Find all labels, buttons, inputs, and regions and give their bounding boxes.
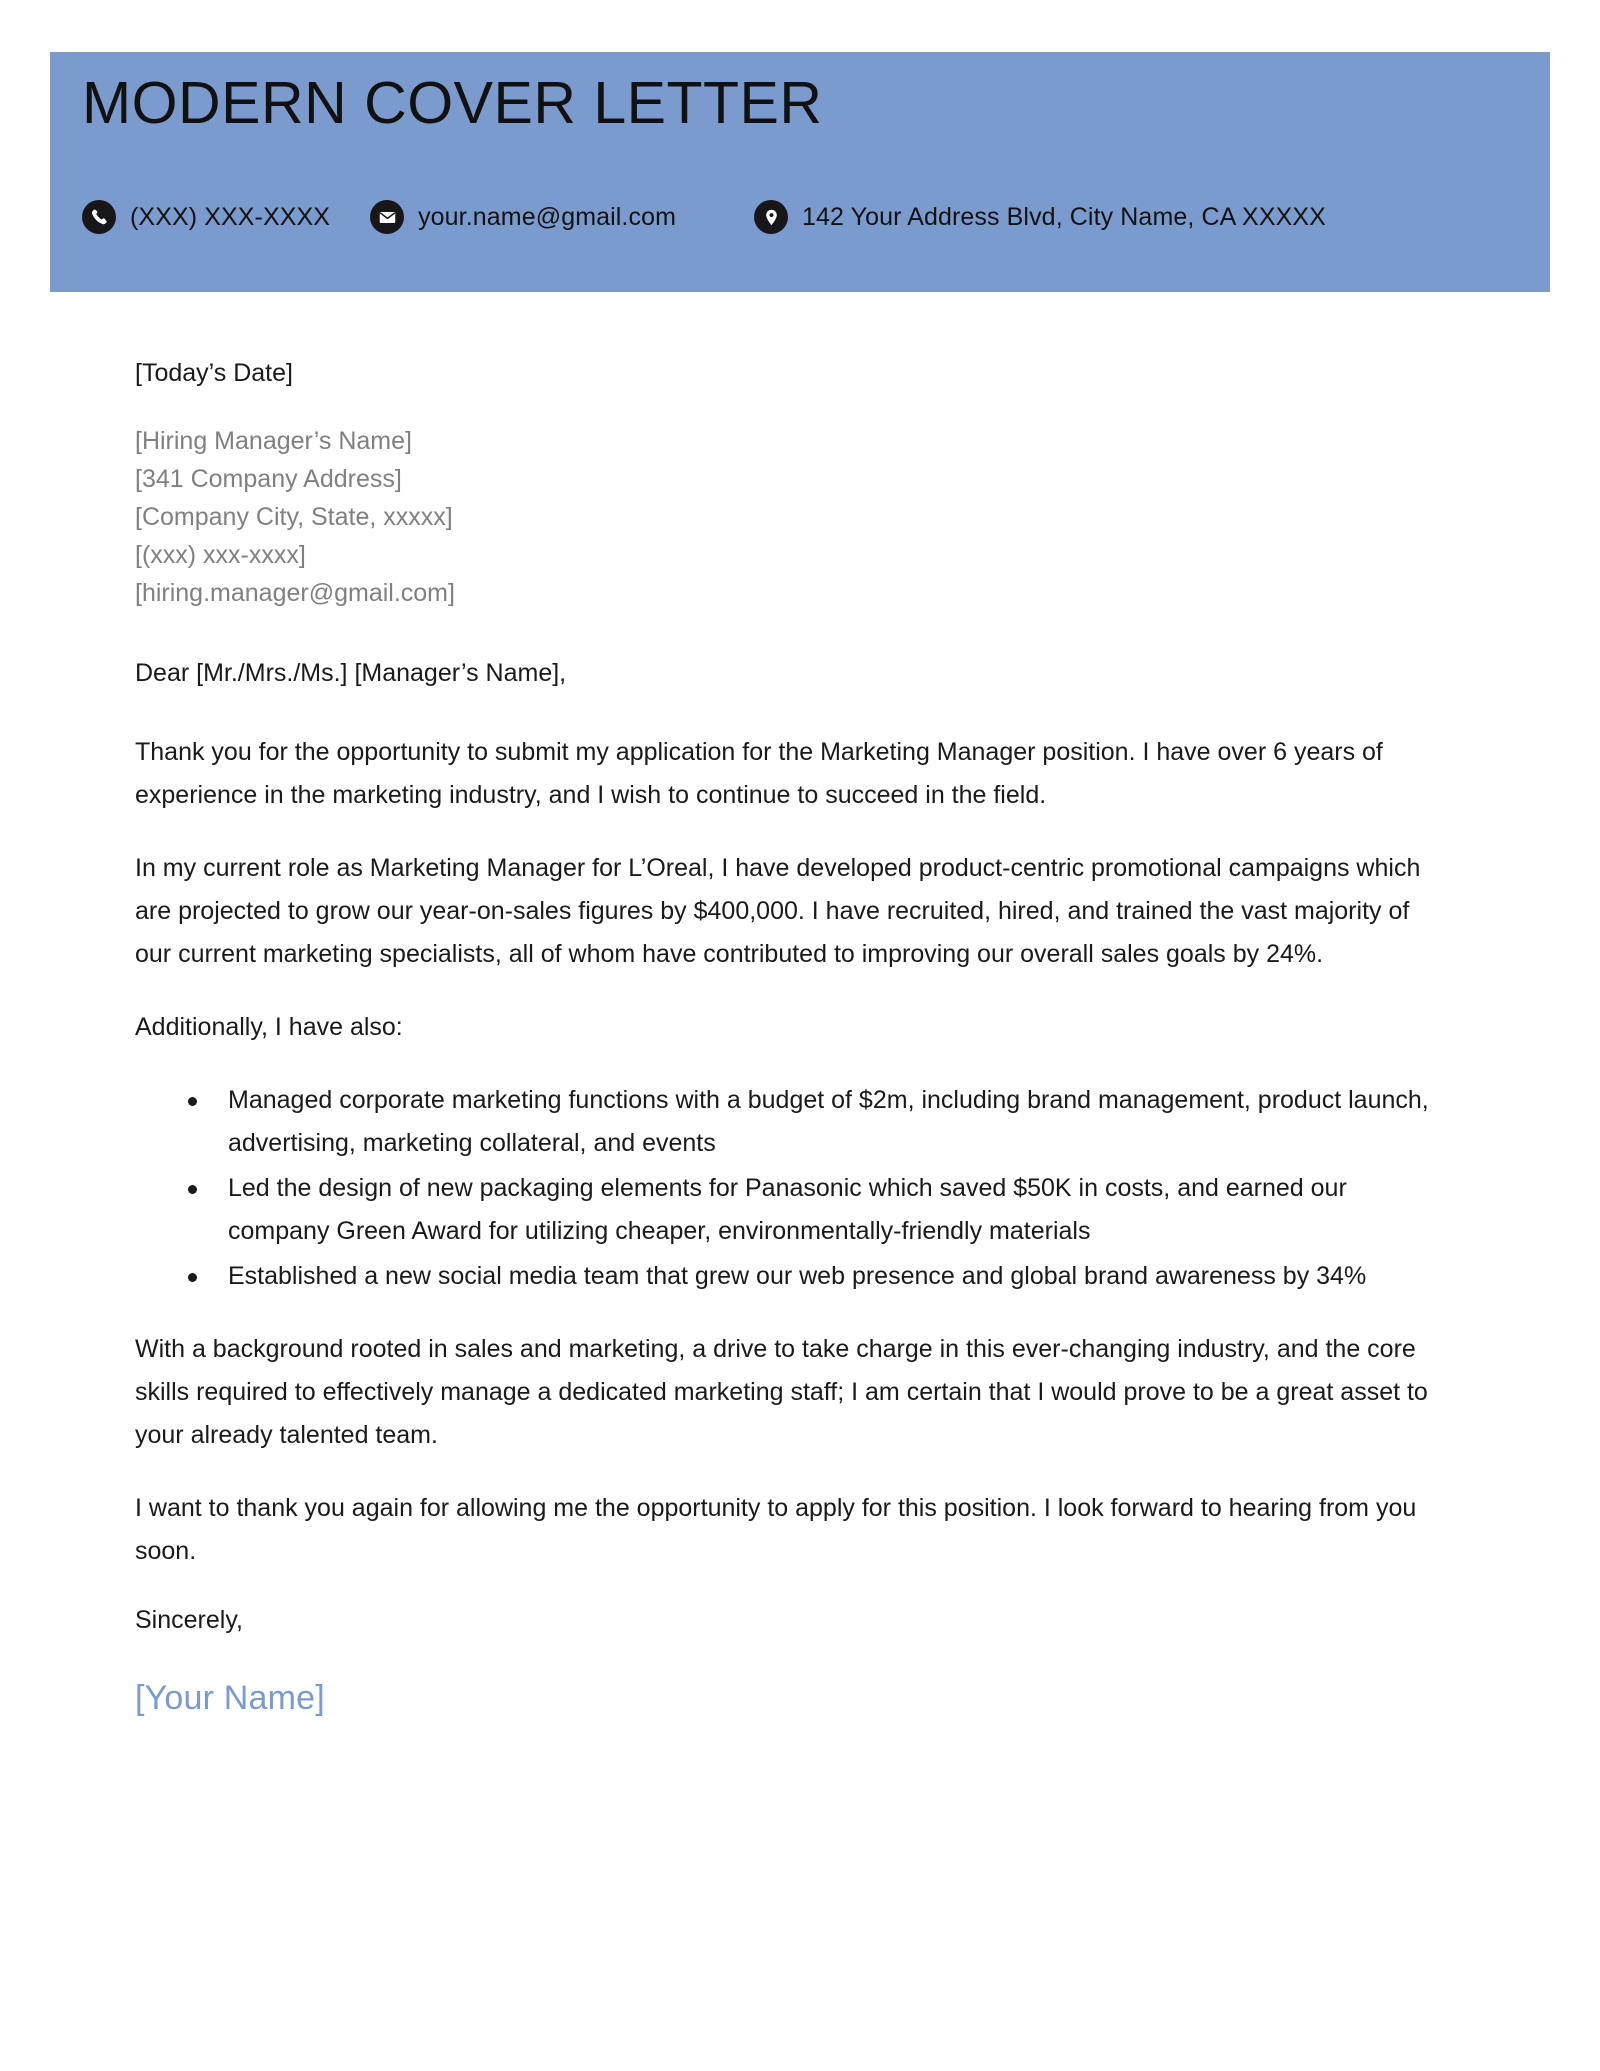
- envelope-icon: [370, 200, 404, 234]
- contact-item-address[interactable]: [754, 200, 1326, 234]
- phone-icon: [82, 200, 116, 234]
- paragraph-list-lead-in: Additionally, I have also:: [135, 1013, 403, 1041]
- paragraph-experience: In my current role as Marketing Manager for L’Oreal, I have developed product-centric promotional campaigns which are projected to grow our year-on-sales figures by $400,000. I have recruited, hired, and trained the vast majority of our current marketing specialists, all of whom have contributed to improving our overall sales goals by 24%.: [135, 854, 1421, 968]
- contact-value-email: your.name@gmail.com: [418, 202, 677, 231]
- recipient-address-block: [135, 422, 1443, 612]
- recipient-line: [hiring.manager@gmail.com]: [135, 579, 455, 607]
- list-item: Established a new social media team that grew our web presence and global brand awareness by 34%: [135, 1255, 1443, 1298]
- letter-header: [50, 52, 1550, 292]
- recipient-line: [Hiring Manager’s Name]: [135, 427, 412, 455]
- page-title: MODERN COVER LETTER: [82, 70, 823, 136]
- date-line: [Today’s Date]: [135, 359, 293, 387]
- list-item: Led the design of new packaging elements for Panasonic which saved $50K in costs, and earned our company Green Award for utilizing cheaper, environmentally-friendly materials: [135, 1167, 1443, 1253]
- list-item: Managed corporate marketing functions with a budget of $2m, including brand management, product launch, advertising, marketing collateral, and events: [135, 1079, 1443, 1165]
- recipient-line: [(xxx) xxx-xxxx]: [135, 541, 306, 569]
- recipient-line: [Company City, State, xxxxx]: [135, 503, 453, 531]
- contact-value-address: 142 Your Address Blvd, City Name, CA XXXXX: [802, 202, 1326, 231]
- map-pin-icon: [754, 200, 788, 234]
- contact-item-email[interactable]: [370, 200, 676, 234]
- achievements-list: [135, 1079, 1443, 1298]
- contact-row: [82, 200, 1326, 234]
- salutation: Dear [Mr./Mrs./Ms.] [Manager’s Name],: [135, 659, 567, 687]
- paragraph-thanks: I want to thank you again for allowing me the opportunity to apply for this position. I look forward to hearing from you soon.: [135, 1494, 1417, 1565]
- letter-body: [135, 358, 1443, 1719]
- contact-value-phone: (XXX) XXX-XXXX: [130, 202, 331, 231]
- recipient-line: [341 Company Address]: [135, 465, 402, 493]
- closing-salutation: Sincerely,: [135, 1606, 243, 1634]
- signature-name: [Your Name]: [135, 1679, 325, 1717]
- paragraph-intro: Thank you for the opportunity to submit my application for the Marketing Manager position. I have over 6 years of experience in the marketing industry, and I wish to continue to succeed in the field.: [135, 738, 1383, 809]
- contact-item-phone[interactable]: [82, 200, 330, 234]
- paragraph-summary: With a background rooted in sales and marketing, a drive to take charge in this ever-changing industry, and the core skills required to effectively manage a dedicated marketing staff; I am certain that I would prove to be a great asset to your already talented team.: [135, 1335, 1428, 1449]
